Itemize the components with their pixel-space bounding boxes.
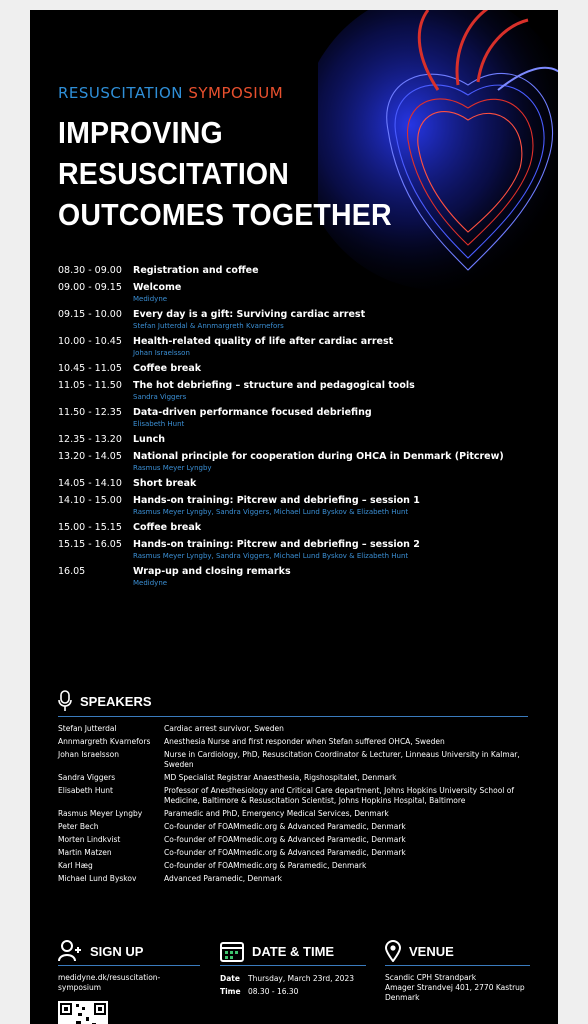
datetime-label: DATE & TIME (252, 943, 335, 959)
agenda-time: 11.05 - 11.50 (58, 380, 122, 391)
agenda-item (58, 282, 538, 304)
speaker-row (58, 724, 533, 734)
agenda-time: 08.30 - 09.00 (58, 265, 122, 276)
agenda-title: Registration and coffee (133, 265, 259, 276)
speaker-role: Anesthesia Nurse and first responder when Stefan suffered OHCA, Sweden (164, 737, 445, 746)
speakers-header (58, 690, 528, 717)
signup-header (58, 940, 200, 966)
poster (30, 10, 558, 1024)
agenda-title: Coffee break (133, 363, 202, 374)
agenda-title: Welcome (133, 282, 182, 293)
venue-line-2: Amager Strandvej 401, 2770 Kastrup (385, 983, 525, 992)
agenda-speaker: Elisabeth Hunt (133, 420, 185, 428)
speaker-name: Martin Matzen (58, 848, 112, 857)
speaker-name: Karl Hæg (58, 861, 93, 870)
agenda (58, 265, 538, 593)
agenda-speaker: Medidyne (133, 579, 168, 587)
venue-line-3: Denmark (385, 993, 420, 1002)
agenda-title: Hands-on training: Pitcrew and debriefing – session 1 (133, 495, 420, 506)
speaker-row (58, 861, 533, 871)
agenda-item (58, 380, 538, 402)
page-title (58, 112, 444, 235)
speaker-row (58, 822, 533, 832)
calendar-icon (220, 940, 244, 962)
venue-section (385, 940, 530, 1003)
agenda-item (58, 566, 538, 588)
agenda-time: 13.20 - 14.05 (58, 451, 122, 462)
agenda-item (58, 363, 538, 375)
speakers-label: SPEAKERS (80, 693, 152, 709)
agenda-item (58, 434, 538, 446)
event-eyebrow (58, 84, 283, 102)
agenda-time: 15.15 - 16.05 (58, 539, 122, 550)
agenda-title: The hot debriefing – structure and pedagogical tools (133, 380, 415, 391)
date-row (220, 972, 366, 985)
speaker-role: Co-founder of FOAMmedic.org & Advanced Paramedic, Denmark (164, 848, 406, 857)
date-key: Date (220, 974, 240, 983)
agenda-item (58, 407, 538, 429)
agenda-title: Health-related quality of life after cardiac arrest (133, 336, 394, 347)
microphone-icon (58, 690, 72, 712)
speaker-row (58, 786, 533, 806)
speaker-role: MD Specialist Registrar Anaesthesia, Rigshospitalet, Denmark (164, 773, 397, 782)
agenda-title: National principle for cooperation during OHCA in Denmark (Pitcrew) (133, 451, 504, 462)
agenda-item (58, 539, 538, 561)
date-value: Thursday, March 23rd, 2023 (248, 974, 354, 983)
time-value: 08.30 - 16.30 (248, 987, 299, 996)
agenda-title: Hands-on training: Pitcrew and debriefing – session 2 (133, 539, 420, 550)
venue-label: VENUE (409, 943, 454, 959)
agenda-speaker: Rasmus Meyer Lyngby, Sandra Viggers, Michael Lund Byskov & Elizabeth Hunt (133, 552, 409, 560)
speaker-role: Co-founder of FOAMmedic.org & Advanced Paramedic, Denmark (164, 822, 406, 831)
agenda-item (58, 495, 538, 517)
speaker-row (58, 874, 533, 884)
agenda-speaker: Rasmus Meyer Lyngby, Sandra Viggers, Michael Lund Byskov & Elizabeth Hunt (133, 508, 409, 516)
agenda-item (58, 309, 538, 331)
agenda-time: 09.15 - 10.00 (58, 309, 122, 320)
agenda-speaker: Medidyne (133, 295, 168, 303)
agenda-time: 11.50 - 12.35 (58, 407, 122, 418)
agenda-item (58, 522, 538, 534)
time-key: Time (220, 987, 241, 996)
speaker-name: Rasmus Meyer Lyngby (58, 809, 143, 818)
venue-header (385, 940, 530, 966)
speaker-row (58, 773, 533, 783)
speaker-role: Advanced Paramedic, Denmark (164, 874, 283, 883)
speaker-name: Stefan Jutterdal (58, 724, 117, 733)
speaker-name: Peter Bech (58, 822, 99, 831)
agenda-time: 12.35 - 13.20 (58, 434, 122, 445)
add-user-icon (58, 940, 82, 962)
agenda-item (58, 451, 538, 473)
speaker-name: Sandra Viggers (58, 773, 116, 782)
signup-link[interactable]: medidyne.dk/resuscitation-symposium (58, 973, 161, 992)
eyebrow-resuscitation: RESUSCITATION (58, 84, 184, 102)
agenda-speaker: Sandra Viggers (133, 393, 187, 401)
agenda-time: 10.00 - 10.45 (58, 336, 122, 347)
agenda-speaker: Stefan Jutterdal & Annmargreth Kvarnefors (133, 322, 284, 330)
speaker-name: Elisabeth Hunt (58, 786, 113, 795)
speaker-role: Cardiac arrest survivor, Sweden (164, 724, 284, 733)
speaker-name: Michael Lund Byskov (58, 874, 137, 883)
signup-section (58, 940, 200, 1024)
speaker-row (58, 848, 533, 858)
agenda-time: 15.00 - 15.15 (58, 522, 122, 533)
speaker-name: Johan Israelsson (58, 750, 119, 759)
time-row (220, 985, 366, 998)
speaker-list (58, 724, 533, 887)
speaker-name: Morten Lindkvist (58, 835, 121, 844)
speaker-name: Annmargreth Kvarnefors (58, 737, 151, 746)
agenda-speaker: Rasmus Meyer Lyngby (133, 464, 212, 472)
speaker-role: Co-founder of FOAMmedic.org & Advanced Paramedic, Denmark (164, 835, 406, 844)
location-pin-icon (385, 940, 401, 962)
speaker-role: Paramedic and PhD, Emergency Medical Services, Denmark (164, 809, 389, 818)
speaker-row (58, 737, 533, 747)
qr-code[interactable] (58, 1001, 108, 1024)
agenda-time: 10.45 - 11.05 (58, 363, 122, 374)
datetime-section (220, 940, 366, 998)
speaker-role: Professor of Anesthesiology and Critical Care department, Johns Hopkins University School of Medicine, Baltimore & Resuscitation Scientist, Johns Hopkins Hospital, Baltimore (164, 786, 514, 805)
speaker-row (58, 835, 533, 845)
agenda-speaker: Johan Israelsson (133, 349, 190, 357)
speaker-row (58, 809, 533, 819)
agenda-title: Every day is a gift: Surviving cardiac arrest (133, 309, 366, 320)
agenda-title: Coffee break (133, 522, 202, 533)
agenda-time: 09.00 - 09.15 (58, 282, 122, 293)
speaker-row (58, 750, 533, 770)
venue-address (385, 973, 530, 1003)
signup-label: SIGN UP (90, 943, 144, 959)
agenda-item (58, 265, 538, 277)
title-line-2: OUTCOMES TOGETHER (58, 197, 392, 232)
agenda-time: 14.10 - 15.00 (58, 495, 122, 506)
datetime-header (220, 940, 366, 966)
agenda-title: Wrap-up and closing remarks (133, 566, 291, 577)
agenda-title: Short break (133, 478, 197, 489)
agenda-title: Data-driven performance focused debriefing (133, 407, 372, 418)
agenda-title: Lunch (133, 434, 165, 445)
agenda-time: 16.05 (58, 566, 86, 577)
speaker-role: Co-founder of FOAMmedic.org & Paramedic, Denmark (164, 861, 367, 870)
title-line-1: IMPROVING RESUSCITATION (58, 115, 290, 191)
agenda-time: 14.05 - 14.10 (58, 478, 122, 489)
eyebrow-symposium: SYMPOSIUM (188, 84, 284, 102)
agenda-item (58, 336, 538, 358)
speaker-role: Nurse in Cardiology, PhD, Resuscitation Coordinator & Lecturer, Linneaus University in Kalmar, Sweden (164, 750, 520, 769)
agenda-item (58, 478, 538, 490)
venue-line-1: Scandic CPH Strandpark (385, 973, 477, 982)
